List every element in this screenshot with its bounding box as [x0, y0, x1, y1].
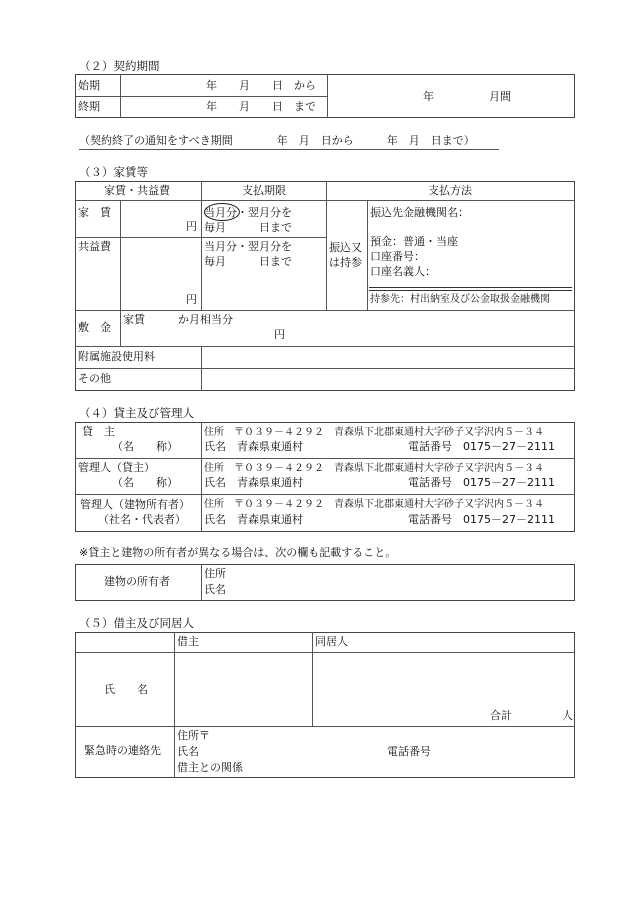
owner-address-field[interactable]: 住所: [204, 567, 226, 580]
total-label: 合計: [490, 709, 512, 722]
divider: [120, 310, 121, 346]
account-number: 口座番号：: [370, 250, 425, 263]
name-label: 氏 名: [104, 683, 148, 696]
divider: [120, 200, 121, 310]
col-cohabitant: 同居人: [315, 635, 348, 648]
divider: [75, 458, 575, 459]
common-deadline-line1: 当月分・翌月分を: [204, 240, 292, 253]
divider: [326, 181, 327, 310]
emergency-address-field[interactable]: 住所〒: [177, 729, 210, 742]
account-holder: 口座名義人：: [370, 265, 436, 278]
divider: [75, 494, 575, 495]
notice-period-text: （契約終了の通知をすべき期間 年 月 日から 年 月 日まで）: [79, 134, 475, 147]
lessor-phone: 電話番号 0175－27－2111: [408, 440, 555, 453]
emergency-name-field[interactable]: 氏名: [177, 745, 199, 758]
divider: [75, 310, 575, 311]
owner-manager-label: 管理人（建物所有者）: [80, 498, 190, 511]
owner-manager-name: 氏名 青森県東通村: [204, 513, 303, 526]
bank-name: 振込先金融機関名：: [370, 206, 469, 219]
divider: [75, 652, 575, 653]
manager-phone: 電話番号 0175－27－2111: [408, 476, 555, 489]
end-label: 終期: [78, 100, 100, 113]
emergency-relation-field[interactable]: 借主との関係: [177, 761, 243, 774]
notice-underline: [79, 149, 499, 150]
rent-yen: 円: [186, 220, 197, 233]
double-rule: [369, 287, 572, 291]
facility-fee-label: 附属施設使用料: [78, 350, 155, 363]
divider: [174, 632, 175, 778]
owner-manager-address: 住所 〒０３９－４２９２ 青森県下北郡東通村大字砂子又字沢内５－３４: [204, 499, 544, 510]
start-label: 始期: [78, 79, 100, 92]
owner-manager-sublabel: （社名・代表者）: [98, 513, 186, 526]
manager-sublabel: （名 称）: [112, 476, 178, 489]
divider: [75, 96, 327, 97]
divider: [75, 200, 575, 201]
col-tenant: 借主: [177, 635, 199, 648]
duration-field[interactable]: 年 月間: [423, 90, 511, 103]
rent-label: 家 賃: [78, 206, 111, 219]
rent-heading: （３）家賃等: [79, 165, 148, 179]
rent-deadline-line1: 当月分・翌月分を: [204, 206, 292, 219]
shikikin-yen: 円: [274, 328, 285, 341]
total-unit: 人: [562, 709, 573, 722]
deposit-type: 預金：普通・当座: [370, 235, 458, 248]
method-label-line1: 振込又: [329, 241, 362, 254]
manager-address: 住所 〒０３９－４２９２ 青森県下北郡東通村大字砂子又字沢内５－３４: [204, 463, 544, 474]
lessor-label: 貸 主: [82, 425, 115, 438]
manager-name: 氏名 青森県東通村: [204, 476, 303, 489]
selection-circle: [204, 203, 240, 221]
start-date-field[interactable]: 年 月 日 から: [206, 79, 316, 92]
method-label-line2: は持参: [329, 256, 362, 269]
col-payment-method: 支払方法: [428, 184, 472, 197]
divider: [75, 237, 326, 238]
divider: [201, 422, 202, 532]
lessor-address: 住所 〒０３９－４２９２ 青森県下北郡東通村大字砂子又字沢内５－３４: [204, 427, 544, 438]
divider: [327, 74, 328, 118]
rent-deadline-line2: 毎月 日まで: [204, 221, 292, 234]
divider: [201, 181, 202, 310]
col-deadline: 支払期限: [242, 184, 286, 197]
contract-period-heading: （２）契約期間: [79, 59, 160, 73]
divider: [75, 346, 575, 347]
end-date-field[interactable]: 年 月 日 まで: [206, 100, 316, 113]
common-deadline-line2: 毎月 日まで: [204, 255, 292, 268]
shikikin-text: 家賃 か月相当分: [123, 313, 233, 326]
divider: [75, 368, 575, 369]
lessor-sublabel: （名 称）: [112, 440, 178, 453]
shikikin-label: 敷 金: [78, 321, 111, 334]
common-fee-yen: 円: [186, 293, 197, 306]
divider: [75, 726, 575, 727]
divider: [201, 564, 202, 601]
divider: [367, 200, 368, 310]
lessor-name: 氏名 青森県東通村: [204, 440, 303, 453]
col-rent-fees: 家賃・共益費: [104, 184, 170, 197]
owner-name-field[interactable]: 氏名: [204, 583, 226, 596]
divider: [312, 632, 313, 726]
other-label: その他: [78, 372, 111, 385]
owner-manager-phone: 電話番号 0175－27－2111: [408, 513, 555, 526]
emergency-contact-label: 緊急時の連絡先: [84, 744, 161, 757]
emergency-phone-field[interactable]: 電話番号: [387, 745, 431, 758]
manager-label: 管理人（貸主）: [78, 461, 155, 474]
tenants-heading: （５）借主及び同居人: [79, 616, 194, 630]
parties-heading: （４）貸主及び管理人: [79, 406, 194, 420]
owner-label: 建物の所有者: [104, 575, 170, 588]
owner-note: ※貸主と建物の所有者が異なる場合は、次の欄も記載すること。: [79, 546, 397, 559]
bring-to: 持参先：村出納室及び公金取扱金融機関: [370, 294, 550, 305]
common-fee-label: 共益費: [78, 240, 111, 253]
